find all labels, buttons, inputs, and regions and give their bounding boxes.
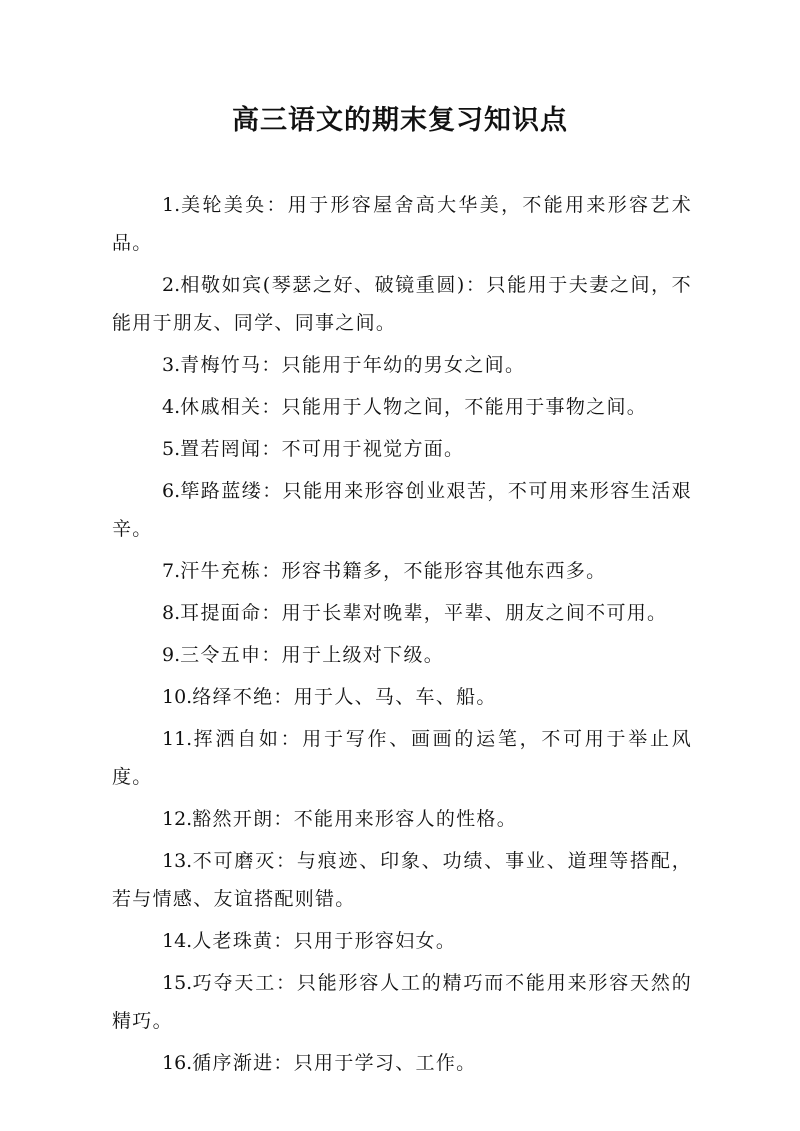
document-body: [112, 186, 692, 1086]
list-item: [112, 346, 692, 384]
list-item: [112, 720, 692, 796]
list-item: [112, 186, 692, 262]
item-number: 1.: [162, 194, 181, 216]
list-item: [112, 594, 692, 632]
list-item: [112, 472, 692, 548]
item-number: 4.: [162, 396, 181, 418]
item-text: 人老珠黄：只用于形容妇女。: [192, 930, 457, 952]
list-item: [112, 636, 692, 674]
item-text: 挥洒自如：用于写作、画画的运笔，不可用于举止风度。: [112, 728, 692, 788]
item-text: 循序渐进：只用于学习、工作。: [192, 1052, 477, 1074]
item-text: 汗牛充栋：形容书籍多，不能形容其他东西多。: [180, 560, 607, 582]
list-item: [112, 964, 692, 1040]
item-text: 休戚相关：只能用于人物之间，不能用于事物之间。: [180, 396, 648, 418]
item-text: 巧夺天工：只能形容人工的精巧而不能用来形容天然的精巧。: [112, 972, 692, 1032]
list-item: [112, 388, 692, 426]
item-number: 14.: [162, 930, 193, 952]
list-item: [112, 842, 692, 918]
item-text: 豁然开朗：不能用来形容人的性格。: [192, 808, 518, 830]
list-item: [112, 266, 692, 342]
document-title: 高三语文的期末复习知识点: [232, 105, 568, 136]
item-number: 6.: [162, 480, 181, 502]
item-number: 11.: [162, 728, 193, 750]
item-number: 8.: [162, 602, 181, 624]
item-text: 三令五申：用于上级对下级。: [180, 644, 445, 666]
item-number: 2.: [162, 274, 181, 296]
item-number: 9.: [162, 644, 181, 666]
list-item: [112, 800, 692, 838]
item-number: 5.: [162, 438, 181, 460]
item-number: 7.: [162, 560, 181, 582]
list-item: [112, 922, 692, 960]
item-text: 不可磨灭：与痕迹、印象、功绩、事业、道理等搭配，若与情感、友谊搭配则错。: [112, 850, 692, 910]
item-text: 耳提面命：用于长辈对晚辈，平辈、朋友之间不可用。: [180, 602, 668, 624]
list-item: [112, 678, 692, 716]
item-text: 美轮美奂：用于形容屋舍高大华美，不能用来形容艺术品。: [112, 194, 692, 254]
list-item: [112, 430, 692, 468]
list-item: [112, 552, 692, 590]
item-number: 10.: [162, 686, 193, 708]
item-text: 络绎不绝：用于人、马、车、船。: [192, 686, 497, 708]
list-item: [112, 1044, 692, 1082]
item-text: 筚路蓝缕：只能用来形容创业艰苦，不可用来形容生活艰辛。: [112, 480, 692, 540]
item-number: 3.: [162, 354, 181, 376]
item-text: 青梅竹马：只能用于年幼的男女之间。: [180, 354, 526, 376]
item-number: 12.: [162, 808, 193, 830]
item-number: 16.: [162, 1052, 193, 1074]
item-text: 置若罔闻：不可用于视觉方面。: [180, 438, 465, 460]
item-text: 相敬如宾(琴瑟之好、破镜重圆)：只能用于夫妻之间，不能用于朋友、同学、同事之间。: [112, 274, 692, 334]
item-number: 15.: [162, 972, 193, 994]
item-number: 13.: [162, 850, 193, 872]
